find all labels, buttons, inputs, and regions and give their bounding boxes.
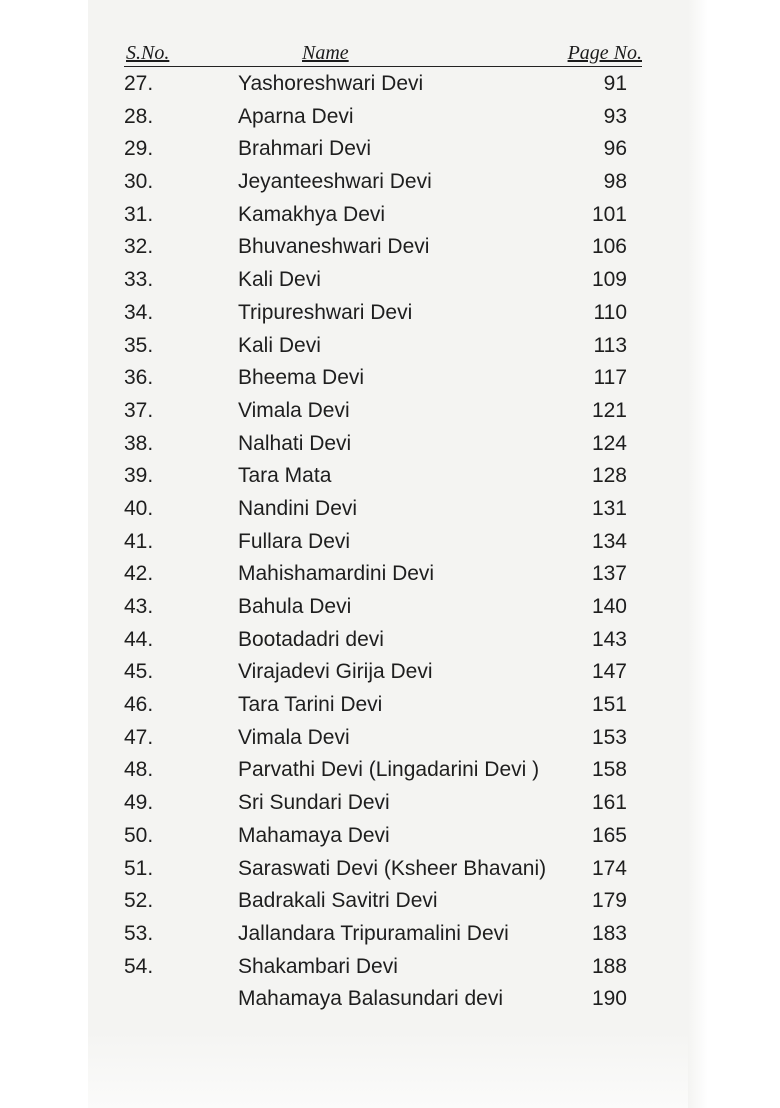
entry-page-no: 183 [591,921,627,945]
table-row [124,428,644,461]
table-row [124,297,644,330]
entry-sno: 40. [124,496,154,520]
entry-sno: 33. [124,268,154,292]
table-row [124,68,644,101]
header-name: Name [302,42,349,64]
table-row [124,689,644,722]
entry-name: Brahmari Devi [238,137,372,161]
table-row [124,656,644,689]
entry-sno: 49. [124,791,154,815]
entry-sno: 46. [124,693,154,717]
entry-page-no: 101 [591,202,627,226]
table-row [124,526,644,559]
entry-name: Virajadevi Girija Devi [238,660,433,684]
page-bottom-fade [88,1030,688,1108]
table-row [124,166,644,199]
table-row [124,101,644,134]
entry-page-no: 131 [591,496,627,520]
entry-page-no: 106 [591,235,627,259]
entry-name: Bahula Devi [238,595,352,618]
entry-sno: 52. [124,889,154,913]
entry-sno: 30. [124,170,154,194]
entry-name: Kali Devi [238,268,321,292]
entry-page-no: 165 [591,823,627,847]
table-row [124,820,644,853]
entry-page-no: 91 [603,72,627,95]
entry-sno: 44. [124,627,154,651]
entry-name: Jeyanteeshwari Devi [238,170,432,194]
entry-page-no: 190 [591,987,627,1011]
table-row [124,231,644,264]
entry-name: Mahamaya Balasundari devi [238,987,503,1011]
entry-name: Mahamaya Devi [238,823,390,847]
entry-name: Badrakali Savitri Devi [238,889,438,913]
entry-page-no: 188 [591,954,627,978]
entry-page-no: 143 [591,627,627,651]
entry-name: Aparna Devi [238,104,354,128]
entry-sno: 37. [124,398,154,422]
entry-sno: 35. [124,333,154,357]
entry-sno: 39. [124,464,154,488]
entry-page-no: 140 [591,595,627,618]
table-row [124,493,644,526]
table-row [124,853,644,886]
table-row [124,395,644,428]
entry-name: Tara Tarini Devi [238,693,383,717]
table-row [124,918,644,951]
entry-page-no: 93 [603,104,627,128]
entry-name: Vimala Devi [238,725,350,749]
entry-name: Kamakhya Devi [238,202,386,226]
entry-page-no: 158 [591,758,627,782]
entry-sno: 45. [124,660,154,684]
entry-page-no: 96 [603,137,627,161]
entry-page-no: 174 [591,856,627,880]
entry-page-no: 110 [593,300,627,324]
entry-name: Fullara Devi [238,529,351,553]
entry-sno: 28. [124,104,154,128]
entry-name: Nalhati Devi [238,431,352,455]
entry-sno: 54. [124,954,154,978]
table-row [124,558,644,591]
entry-page-no: 124 [591,431,627,455]
entry-sno: 51. [124,856,154,880]
entry-name: Parvathi Devi (Lingadarini Devi ) [238,758,540,782]
entry-sno: 50. [124,823,154,847]
entry-sno: 36. [124,366,154,390]
entry-name: Bheema Devi [238,366,365,390]
entry-sno: 27. [124,72,154,95]
table-row [124,264,644,297]
entry-page-no: 98 [603,170,627,194]
header-page-no: Page No. [567,42,642,64]
table-row [124,330,644,363]
table-row [124,133,644,166]
entry-sno: 31. [124,202,154,226]
page-edge-shadow [688,0,708,1108]
table-header [124,42,642,67]
entry-sno: 53. [124,921,154,945]
table-row [124,722,644,755]
entry-name: Saraswati Devi (Ksheer Bhavani) [238,856,547,880]
entry-page-no: 153 [591,725,627,749]
entry-name: Tara Mata [238,464,332,488]
contents-list [124,68,644,1016]
entry-name: Bootadadri devi [238,627,384,651]
entry-page-no: 113 [593,333,627,357]
table-row [124,362,644,395]
entry-sno: 43. [124,595,154,618]
table-row [124,983,644,1016]
entry-page-no: 117 [593,366,627,390]
entry-sno: 34. [124,300,154,324]
table-row [124,460,644,493]
entry-name: Nandini Devi [238,496,358,520]
entry-page-no: 179 [591,889,627,913]
entry-page-no: 134 [591,529,627,553]
entry-sno: 48. [124,758,154,782]
entry-page-no: 161 [591,791,627,815]
entry-sno: 47. [124,725,154,749]
entry-name: Yashoreshwari Devi [238,72,424,95]
entry-page-no: 137 [591,562,627,586]
table-row [124,951,644,984]
table-row [124,199,644,232]
entry-sno: 42. [124,562,154,586]
entry-name: Vimala Devi [238,398,350,422]
entry-name: Tripureshwari Devi [238,300,413,324]
table-row [124,591,644,624]
entry-page-no: 121 [591,398,627,422]
entry-name: Jallandara Tripuramalini Devi [238,921,509,945]
header-sno: S.No. [126,42,170,64]
entry-name: Kali Devi [238,333,321,357]
entry-name: Shakambari Devi [238,954,398,978]
entry-sno: 29. [124,137,154,161]
entry-page-no: 147 [591,660,627,684]
entry-sno: 38. [124,431,154,455]
table-row [124,787,644,820]
entry-page-no: 151 [591,693,627,717]
entry-name: Mahishamardini Devi [238,562,435,586]
entry-page-no: 128 [591,464,627,488]
entry-sno: 41. [124,529,154,553]
entry-page-no: 109 [591,268,627,292]
entry-name: Bhuvaneshwari Devi [238,235,430,259]
entry-name: Sri Sundari Devi [238,791,390,815]
table-row [124,624,644,657]
entry-sno: 32. [124,235,154,259]
table-row [124,885,644,918]
table-row [124,754,644,787]
